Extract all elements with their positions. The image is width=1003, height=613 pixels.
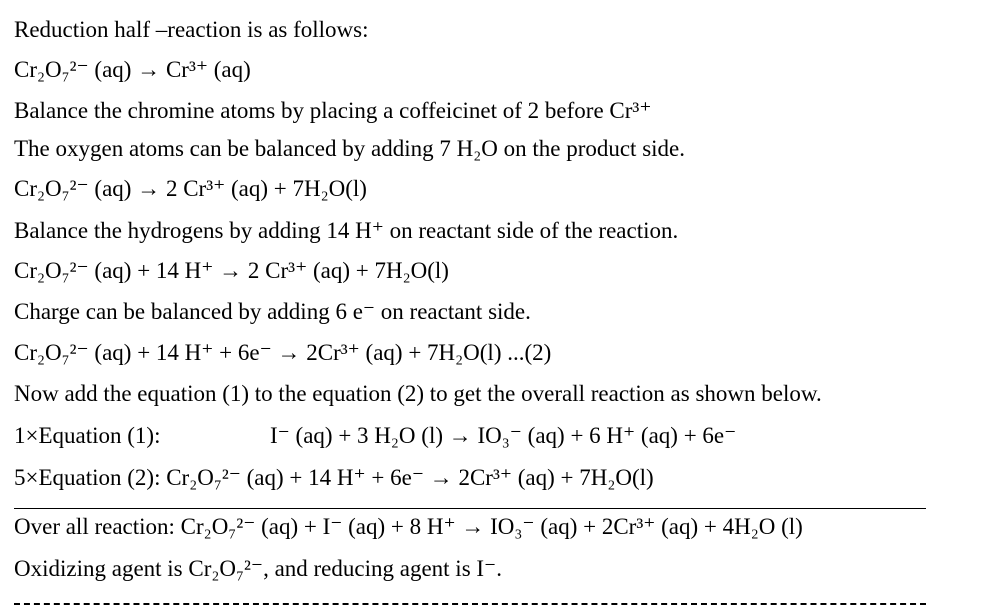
line-balance-charge: Charge can be balanced by adding 6 e⁻ on reactant side. — [14, 299, 531, 324]
equation-hydrogen-balanced: Cr₂O₇²⁻ (aq) + 14 H⁺ → 2 Cr³⁺ (aq) + 7H₂O(l) — [14, 258, 449, 283]
line-add-equations: Now add the equation (1) to the equation (2) to get the overall reaction as shown below. — [14, 381, 822, 406]
equation-overall: Over all reaction: Cr₂O₇²⁻ (aq) + I⁻ (aq) + 8 H⁺ → IO₃⁻ (aq) + 2Cr³⁺ (aq) + 4H₂O (l) — [14, 514, 803, 539]
equation-reduction-skeleton: Cr₂O₇²⁻ (aq) → Cr³⁺ (aq) — [14, 57, 251, 82]
line-agents: Oxidizing agent is Cr₂O₇²⁻, and reducing agent is I⁻. — [14, 556, 502, 581]
line-balance-hydrogen: Balance the hydrogens by adding 14 H⁺ on reactant side of the reaction. — [14, 218, 679, 243]
line-reduction-intro: Reduction half –reaction is as follows: — [14, 17, 369, 42]
equation-oxygen-balanced: Cr₂O₇²⁻ (aq) → 2 Cr³⁺ (aq) + 7H₂O(l) — [14, 176, 367, 201]
line-balance-chromium: Balance the chromine atoms by placing a coffeicinet of 2 before Cr³⁺ — [14, 98, 652, 123]
equation-1-times-1-label: 1×Equation (1): — [14, 423, 161, 448]
dashed-separator — [14, 603, 926, 605]
summation-rule — [14, 508, 926, 509]
line-balance-oxygen: The oxygen atoms can be balanced by adding 7 H₂O on the product side. — [14, 136, 685, 161]
equation-reduction-final: Cr₂O₇²⁻ (aq) + 14 H⁺ + 6e⁻ → 2Cr³⁺ (aq) + 7H₂O(l) ...(2) — [14, 340, 552, 365]
equation-1-times-1: I⁻ (aq) + 3 H₂O (l) → IO₃⁻ (aq) + 6 H⁺ (aq) + 6e⁻ — [270, 423, 737, 448]
equation-2-times-5: 5×Equation (2): Cr₂O₇²⁻ (aq) + 14 H⁺ + 6e⁻ → 2Cr³⁺ (aq) + 7H₂O(l) — [14, 465, 654, 490]
